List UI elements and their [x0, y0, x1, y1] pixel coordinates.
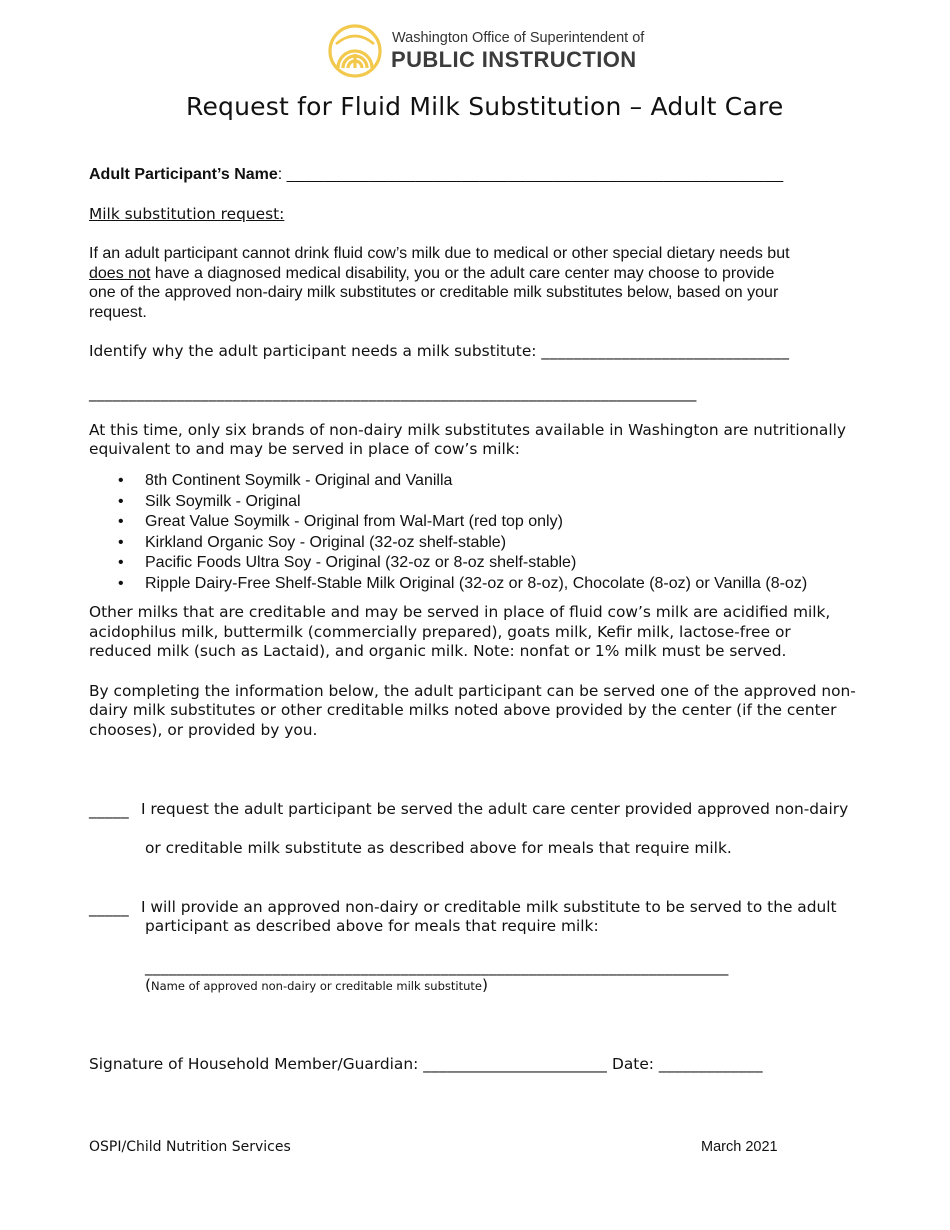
other-milks-line-3: reduced milk (such as Lactaid), and organic milk. Note: nonfat or 1% milk must be served. — [89, 642, 787, 660]
date-field[interactable]: _____________ — [658, 1055, 763, 1073]
list-item: • Silk Soymilk - Original — [118, 492, 807, 513]
footer-department: OSPI/Child Nutrition Services — [89, 1139, 291, 1155]
org-name-line2: PUBLIC INSTRUCTION — [391, 47, 637, 72]
intro-line-1: If an adult participant cannot drink fluid cow’s milk due to medical or other special dietary needs but — [89, 245, 790, 262]
identify-row — [89, 342, 789, 362]
ospi-logo — [328, 24, 648, 80]
signature-field[interactable]: _______________________ — [423, 1055, 608, 1073]
intro-emphasis: does not — [89, 265, 151, 282]
completing-line-3: chooses), or provided by you. — [89, 721, 318, 739]
brands-intro-line-2: equivalent to and may be served in place of cow’s milk: — [89, 440, 520, 458]
identify-reason-field-2[interactable]: ____________________________________________________________________________ — [89, 384, 697, 402]
option1-line-1: I request the adult participant be served the adult care center provided approved non-dairy — [141, 800, 849, 818]
completing-line-2: dairy milk substitutes or other creditable milks noted above provided by the center (if the center — [89, 701, 837, 719]
option2-line-1: I will provide an approved non-dairy or creditable milk substitute to be served to the adult — [141, 898, 837, 916]
footer-date: March 2021 — [701, 1139, 778, 1155]
signature-row — [89, 1055, 763, 1075]
substitute-name-field[interactable]: _________________________________________________________________________ — [145, 958, 729, 976]
participant-name-field[interactable]: ______________________________________________________ — [286, 166, 784, 183]
completing-line-1: By completing the information below, the adult participant can be served one of the approved non- — [89, 682, 856, 700]
list-item: • 8th Continent Soymilk - Original and Vanilla — [118, 471, 807, 492]
date-label: Date: — [612, 1055, 654, 1073]
intro-line-3: one of the approved non-dairy milk substitutes or creditable milk substitutes below, based on your — [89, 284, 779, 301]
participant-name-separator: : — [277, 166, 283, 183]
brands-intro-line-1: At this time, only six brands of non-dairy milk substitutes available in Washington are nutritionally — [89, 421, 846, 439]
participant-name-label: Adult Participant’s Name — [89, 166, 278, 183]
option1-check-field[interactable]: _____ — [89, 801, 129, 819]
other-milks-line-2: acidophilus milk, buttermilk (commercially prepared), goats milk, Kefir milk, lactose-free or — [89, 623, 791, 641]
list-item: • Kirkland Organic Soy - Original (32-oz shelf-stable) — [118, 533, 807, 554]
option2-check-field[interactable]: _____ — [89, 899, 129, 917]
ospi-sun-logo-icon — [328, 24, 382, 78]
other-milks-line-1: Other milks that are creditable and may be served in place of fluid cow’s milk are acidified milk, — [89, 603, 831, 621]
intro-line-4: request. — [89, 304, 147, 321]
option2-line-2: participant as described above for meals that require milk: — [145, 917, 599, 935]
list-item: • Ripple Dairy-Free Shelf-Stable Milk Original (32-oz or 8-oz), Chocolate (8-oz) or Vanilla (8-oz) — [118, 574, 807, 595]
page-title: Request for Fluid Milk Substitution – Adult Care — [186, 92, 784, 121]
identify-reason-field[interactable]: _______________________________ — [541, 342, 790, 360]
list-item: • Pacific Foods Ultra Soy - Original (32-oz or 8-oz shelf-stable) — [118, 553, 807, 574]
option1-line-2: or creditable milk substitute as described above for meals that require milk. — [145, 839, 732, 857]
intro-line-2-rest: have a diagnosed medical disability, you or the adult care center may choose to provide — [150, 265, 775, 282]
approved-brands-list — [118, 471, 807, 595]
section-heading: Milk substitution request: — [89, 205, 285, 223]
list-item: • Great Value Soymilk - Original from Wal-Mart (red top only) — [118, 512, 807, 533]
intro-line-2 — [89, 264, 774, 284]
participant-name-row — [89, 165, 783, 185]
substitute-name-caption: (Name of approved non-dairy or creditable milk substitute) — [145, 976, 488, 994]
identify-prompt: Identify why the adult participant needs a milk substitute: — [89, 342, 537, 360]
org-name-line1: Washington Office of Superintendent of — [392, 30, 645, 46]
substitute-name-caption-text: Name of approved non-dairy or creditable milk substitute — [151, 979, 482, 993]
signature-label: Signature of Household Member/Guardian: — [89, 1055, 419, 1073]
